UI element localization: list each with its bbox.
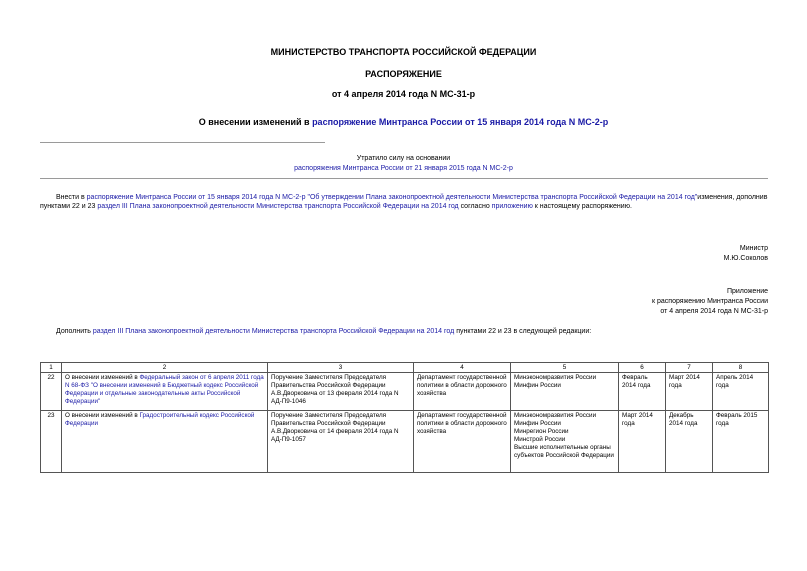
plan-section-link-2[interactable]: раздел III Плана законопроектной деятельности Министерства транспорта Российской Федерации на 2014 год <box>92 328 455 335</box>
amended-order-link[interactable]: распоряжение Минтранса России от 15 января 2014 года N МС-2-р <box>312 117 609 127</box>
document-date-number: от 4 апреля 2014 года N МС-31-р <box>331 89 476 99</box>
appendix-reference: к распоряжению Минтранса России <box>651 298 768 305</box>
divider-bottom <box>40 178 768 179</box>
responsible-cell: Департамент государственной политики в области дорожного хозяйства <box>414 411 511 473</box>
coexecutors-cell: Минэкономразвития России Минфин России Минрегион России Минстрой России Высшие исполнительные органы субъектов Российской Федерации <box>511 411 619 473</box>
column-number: 3 <box>268 363 414 373</box>
bill-title <box>62 373 268 411</box>
column-number: 4 <box>414 363 511 373</box>
deadline-cell: Апрель 2014 года <box>713 373 769 411</box>
coexecutors-cell: Минэкономразвития России Минфин России <box>511 373 619 411</box>
row-number: 22 <box>41 373 62 411</box>
status-note: Утратило силу на основании <box>356 155 451 162</box>
appendix-label: Приложение <box>726 288 768 295</box>
document-type: РАСПОРЯЖЕНИЕ <box>365 69 442 79</box>
deadline-cell: Март 2014 года <box>666 373 713 411</box>
column-number: 5 <box>511 363 619 373</box>
deadline-cell: Март 2014 года <box>619 411 666 473</box>
appendix-date: от 4 апреля 2014 года N МС-31-р <box>660 308 768 315</box>
intro-text: Дополнить <box>56 328 93 335</box>
plan-section-link[interactable]: раздел III Плана законопроектной деятельности Министерства транспорта Российской Федерации на 2014 год <box>97 203 459 210</box>
column-number: 2 <box>62 363 268 373</box>
body-text: изменения, дополнив пунктами 22 и 23 <box>40 194 768 210</box>
law-link[interactable]: Федеральный закон от 6 апреля 2011 года N 68-ФЗ "О внесении изменений в Бюджетный кодекс Российской Федерации и отдельные законодательные акты Российской Федерации" <box>65 374 264 405</box>
code-link[interactable]: Градостроительный кодекс Российской Федерации <box>65 412 255 427</box>
intro-text: пунктами 22 и 23 в следующей редакции: <box>454 328 592 335</box>
body-text: к настоящему распоряжению. <box>532 203 632 210</box>
bill-title-text: О внесении изменений в <box>65 374 140 381</box>
column-number: 6 <box>619 363 666 373</box>
body-text: Внести в <box>56 194 87 201</box>
row-number: 23 <box>41 411 62 473</box>
title-prefix: О внесении изменений в <box>198 117 313 127</box>
table-row <box>41 373 769 411</box>
signature-position: Министр <box>739 245 768 252</box>
bill-title-text: О внесении изменений в <box>65 412 140 419</box>
body-paragraph <box>40 193 768 211</box>
basis-cell: Поручение Заместителя Председателя Правительства Российской Федерации А.В.Дворковича от 14 февраля 2014 года N АД-П9-1057 <box>268 411 414 473</box>
column-number: 7 <box>666 363 713 373</box>
repeal-order-link[interactable]: распоряжения Минтранса России от 21 января 2015 года N МС-2-р <box>294 165 513 172</box>
column-number: 1 <box>41 363 62 373</box>
column-number-row <box>41 363 769 373</box>
document-title <box>0 117 807 127</box>
divider-top <box>40 142 325 143</box>
responsible-cell: Департамент государственной политики в области дорожного хозяйства <box>414 373 511 411</box>
deadline-cell: Февраль 2014 года <box>619 373 666 411</box>
appendix-link[interactable]: приложению <box>491 203 533 210</box>
basis-cell: Поручение Заместителя Председателя Правительства Российской Федерации А.В.Дворковича от 13 февраля 2014 года N АД-П9-1046 <box>268 373 414 411</box>
body-text: согласно <box>458 203 492 210</box>
column-number: 8 <box>713 363 769 373</box>
table-row <box>41 411 769 473</box>
deadline-cell: Декабрь 2014 года <box>666 411 713 473</box>
bill-title <box>62 411 268 473</box>
ministry-heading: МИНИСТЕРСТВО ТРАНСПОРТА РОССИЙСКОЙ ФЕДЕРАЦИИ <box>270 47 537 57</box>
table-intro <box>56 327 768 336</box>
signature-name: М.Ю.Соколов <box>723 255 768 262</box>
deadline-cell: Февраль 2015 года <box>713 411 769 473</box>
plan-table <box>40 362 769 473</box>
order-link[interactable]: распоряжение Минтранса России от 15 января 2014 года N МС-2-р "Об утверждении Плана законопроектной деятельности Министерства транспорта Российской Федерации на 2014 год" <box>86 194 698 201</box>
